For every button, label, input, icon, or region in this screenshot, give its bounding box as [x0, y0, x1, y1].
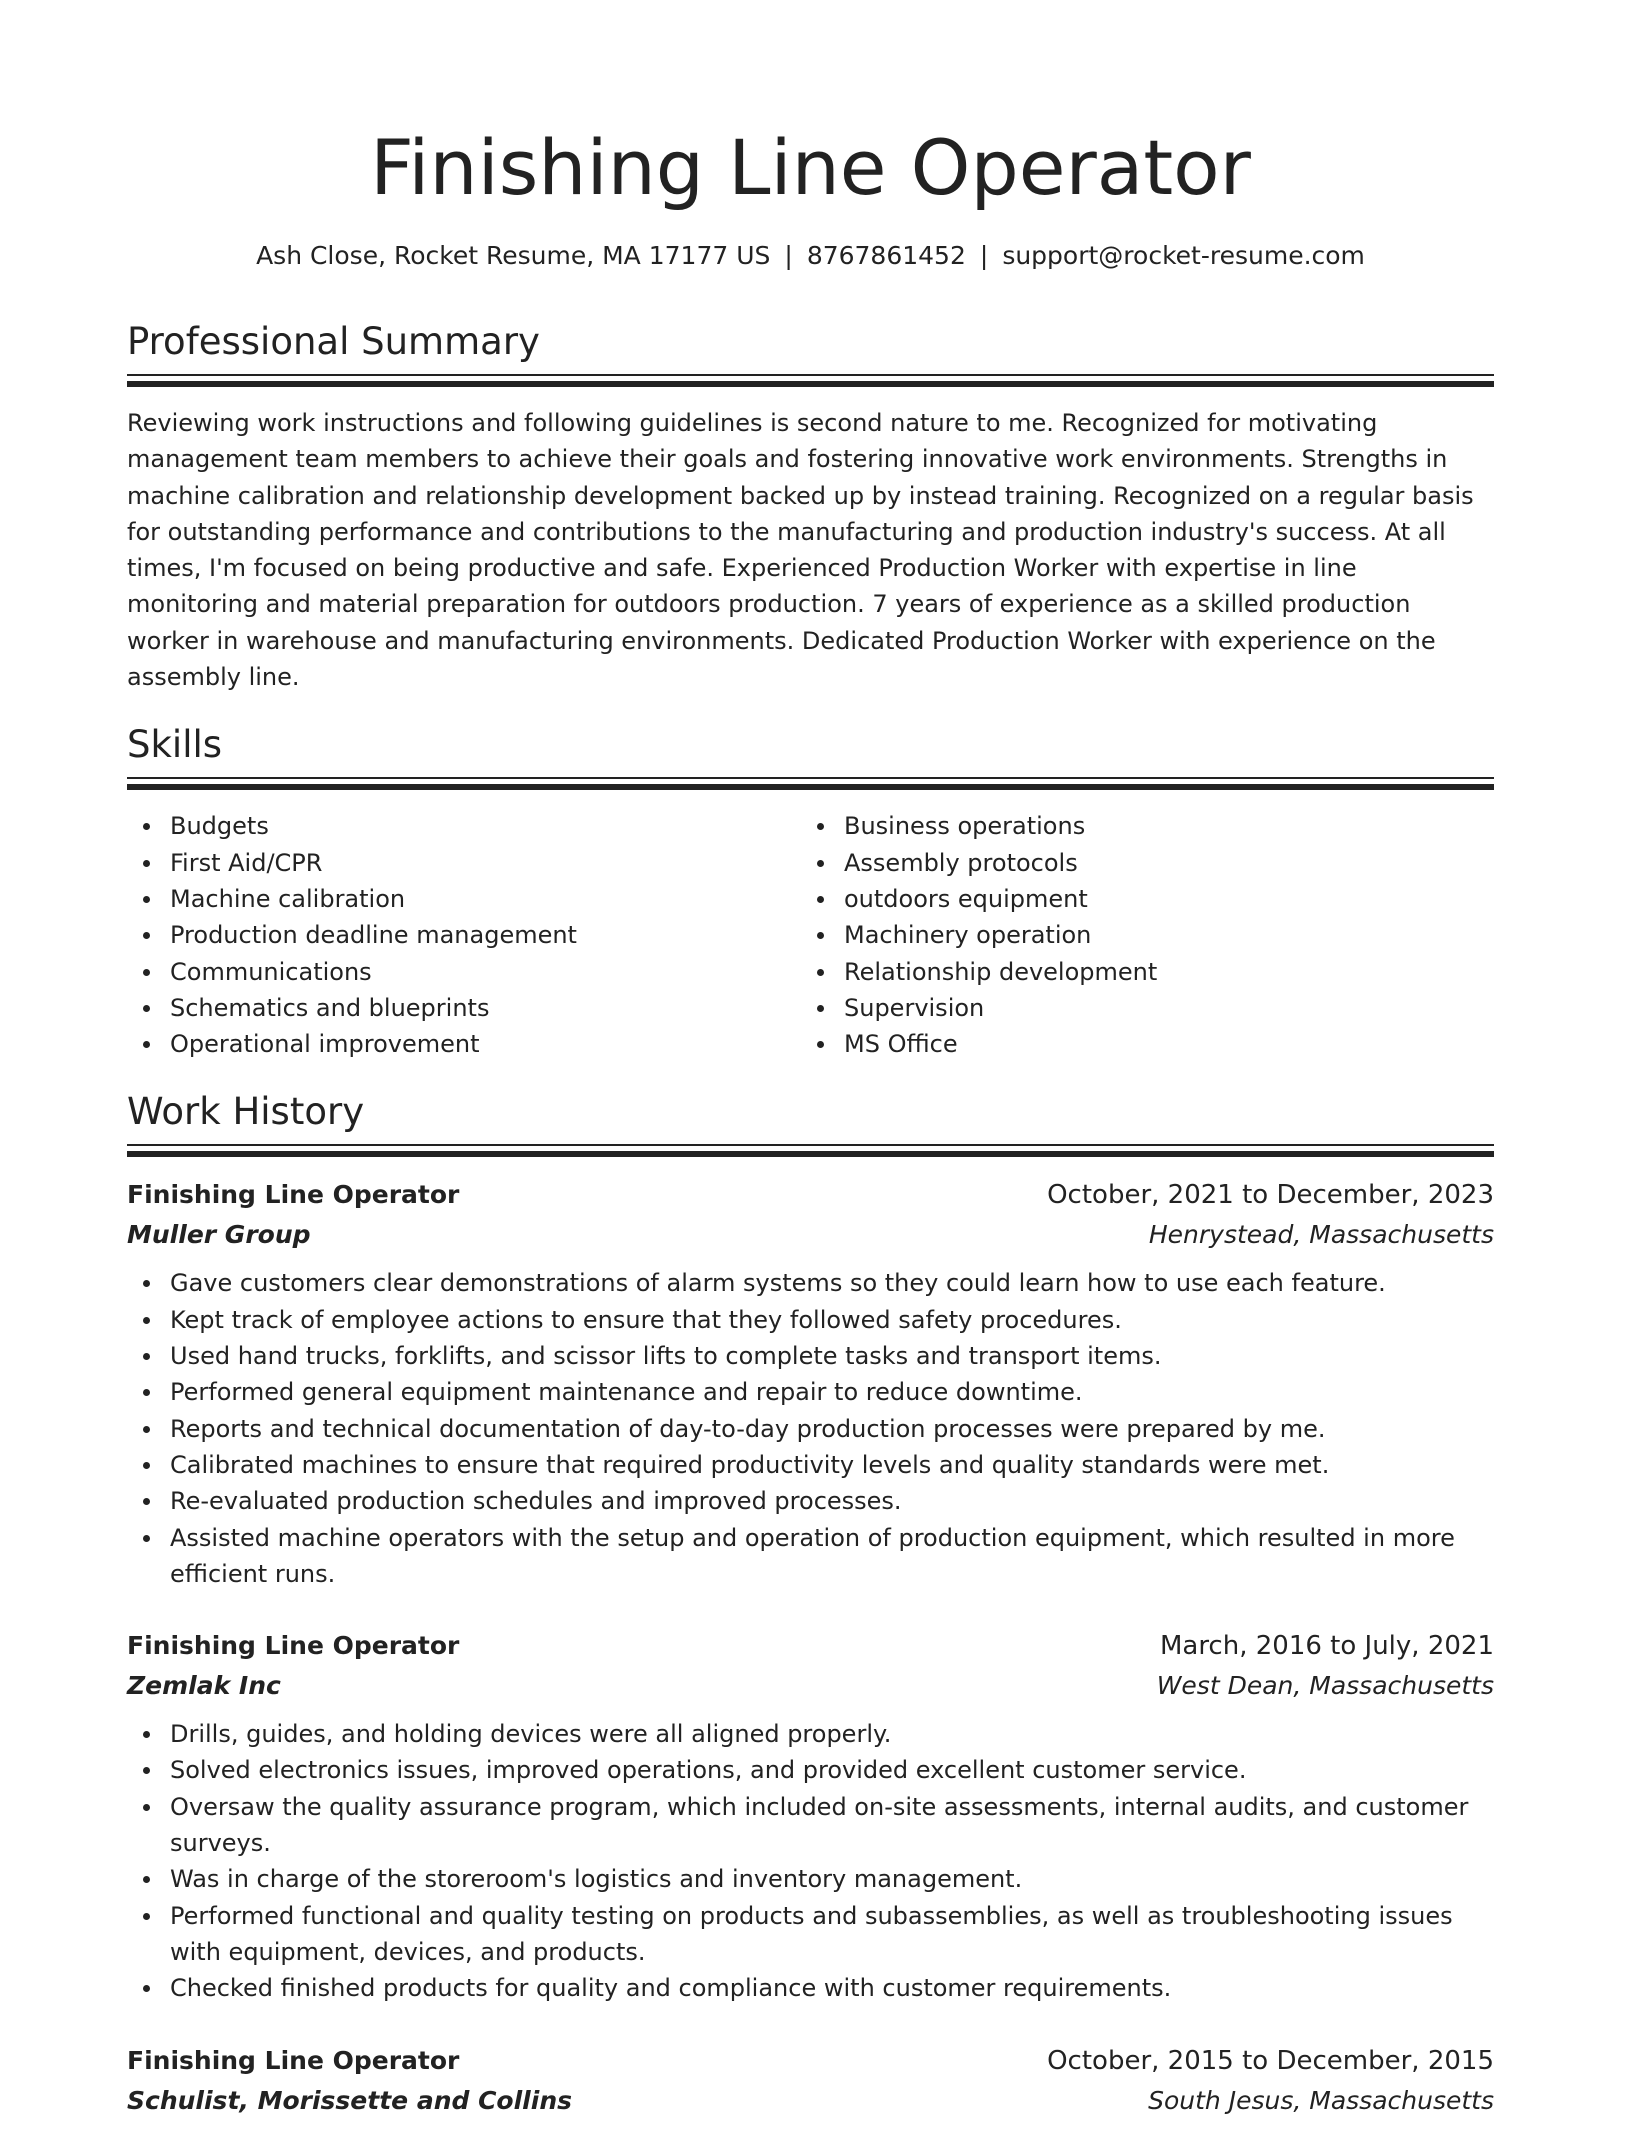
skills-column-right	[801, 808, 1475, 1062]
skill-item: First Aid/CPR	[127, 845, 801, 881]
job-title: Finishing Line Operator	[127, 1180, 460, 1210]
skills-section	[127, 721, 1494, 1062]
job-duties-list	[127, 1716, 1494, 2006]
skill-item: MS Office	[801, 1026, 1475, 1062]
job-location: Henrystead, Massachusetts	[1148, 1220, 1494, 1250]
duty-item: Oversaw the quality assurance program, which included on-site assessments, internal audits, and customer surveys.	[127, 1789, 1494, 1862]
contact-phone: 8767861452	[806, 241, 966, 270]
skill-item: Production deadline management	[127, 917, 801, 953]
skill-item: Assembly protocols	[801, 845, 1475, 881]
duty-item: Performed general equipment maintenance and repair to reduce downtime.	[127, 1374, 1494, 1410]
skills-column-left	[127, 808, 801, 1062]
duty-item: Gave customers clear demonstrations of alarm systems so they could learn how to use each feature.	[127, 1265, 1494, 1301]
job-entry	[127, 1626, 1494, 2006]
duty-item: Was in charge of the storeroom's logistics and inventory management.	[127, 1861, 1494, 1897]
skill-item: Operational improvement	[127, 1026, 801, 1062]
skills-grid	[127, 808, 1494, 1062]
job-location: South Jesus, Massachusetts	[1148, 2085, 1494, 2115]
job-dates: October, 2015 to December, 2015	[1047, 2045, 1494, 2076]
job-location: West Dean, Massachusetts	[1156, 1671, 1494, 1701]
job-company: Zemlak Inc	[127, 1671, 281, 1701]
section-title-work: Work History	[127, 1090, 365, 1134]
duty-item: Solved electronics issues, improved operations, and provided excellent customer service.	[127, 1752, 1494, 1788]
work-history-section	[127, 1088, 1494, 2120]
duty-item: Assisted machine operators with the setup and operation of production equipment, which resulted in more efficient runs.	[127, 1520, 1494, 1593]
skill-item: outdoors equipment	[801, 881, 1475, 917]
resume-name-title: Finishing Line Operator	[370, 123, 1251, 212]
job-company: Muller Group	[127, 1220, 311, 1250]
section-divider	[127, 374, 1494, 387]
skill-item: Schematics and blueprints	[127, 990, 801, 1026]
duty-item: Checked finished products for quality and compliance with customer requirements.	[127, 1970, 1494, 2006]
duty-item: Performed functional and quality testing on products and subassemblies, as well as troubleshooting issues with equipment, devices, and products.	[127, 1898, 1494, 1971]
contact-separator: |	[784, 241, 793, 270]
duty-item: Used hand trucks, forklifts, and scissor lifts to complete tasks and transport items.	[127, 1338, 1494, 1374]
job-duties-list	[127, 1265, 1494, 1592]
skill-item: Budgets	[127, 808, 801, 844]
duty-item: Drills, guides, and holding devices were all aligned properly.	[127, 1716, 1494, 1752]
job-dates: March, 2016 to July, 2021	[1159, 1631, 1494, 1662]
skill-item: Business operations	[801, 808, 1475, 844]
duty-item: Kept track of employee actions to ensure that they followed safety procedures.	[127, 1302, 1494, 1338]
professional-summary-section	[127, 318, 1494, 695]
job-title: Finishing Line Operator	[127, 2045, 460, 2075]
job-entry	[127, 2041, 1494, 2121]
job-company: Schulist, Morissette and Collins	[127, 2085, 572, 2115]
contact-separator: |	[979, 241, 989, 270]
duty-item: Re-evaluated production schedules and improved processes.	[127, 1483, 1494, 1519]
duty-item: Calibrated machines to ensure that required productivity levels and quality standards were met.	[127, 1447, 1494, 1483]
summary-text: Reviewing work instructions and following guidelines is second nature to me. Recognized for motivating management team members to achieve their goals and fostering innovative work environments. Strengths in machine calibration and relationship development backed up by instead training. Recognized on a regular basis for outstanding performance and contributions to the manufacturing and production industry's success. At all times, I'm focused on being productive and safe. Experienced Production Worker with expertise in line monitoring and material preparation for outdoors production. 7 years of experience as a skilled production worker in warehouse and manufacturing environments. Dedicated Production Worker with experience on the assembly line.	[127, 409, 1474, 692]
contact-line	[127, 240, 1494, 272]
resume-content	[127, 118, 1494, 2155]
skill-item: Relationship development	[801, 954, 1475, 990]
job-dates: October, 2021 to December, 2023	[1047, 1180, 1494, 1211]
skill-item: Machinery operation	[801, 917, 1475, 953]
job-title: Finishing Line Operator	[127, 1631, 460, 1661]
skill-item: Machine calibration	[127, 881, 801, 917]
section-title-summary: Professional Summary	[127, 320, 540, 363]
section-divider	[127, 1144, 1494, 1157]
skill-item: Communications	[127, 954, 801, 990]
contact-address: Ash Close, Rocket Resume, MA 17177 US	[256, 241, 771, 270]
job-entry	[127, 1175, 1494, 1592]
duty-item: Reports and technical documentation of day-to-day production processes were prepared by me.	[127, 1411, 1494, 1447]
section-divider	[127, 777, 1494, 790]
contact-email: support@rocket-resume.com	[1002, 241, 1365, 270]
skill-item: Supervision	[801, 990, 1475, 1026]
section-title-skills: Skills	[127, 723, 223, 767]
